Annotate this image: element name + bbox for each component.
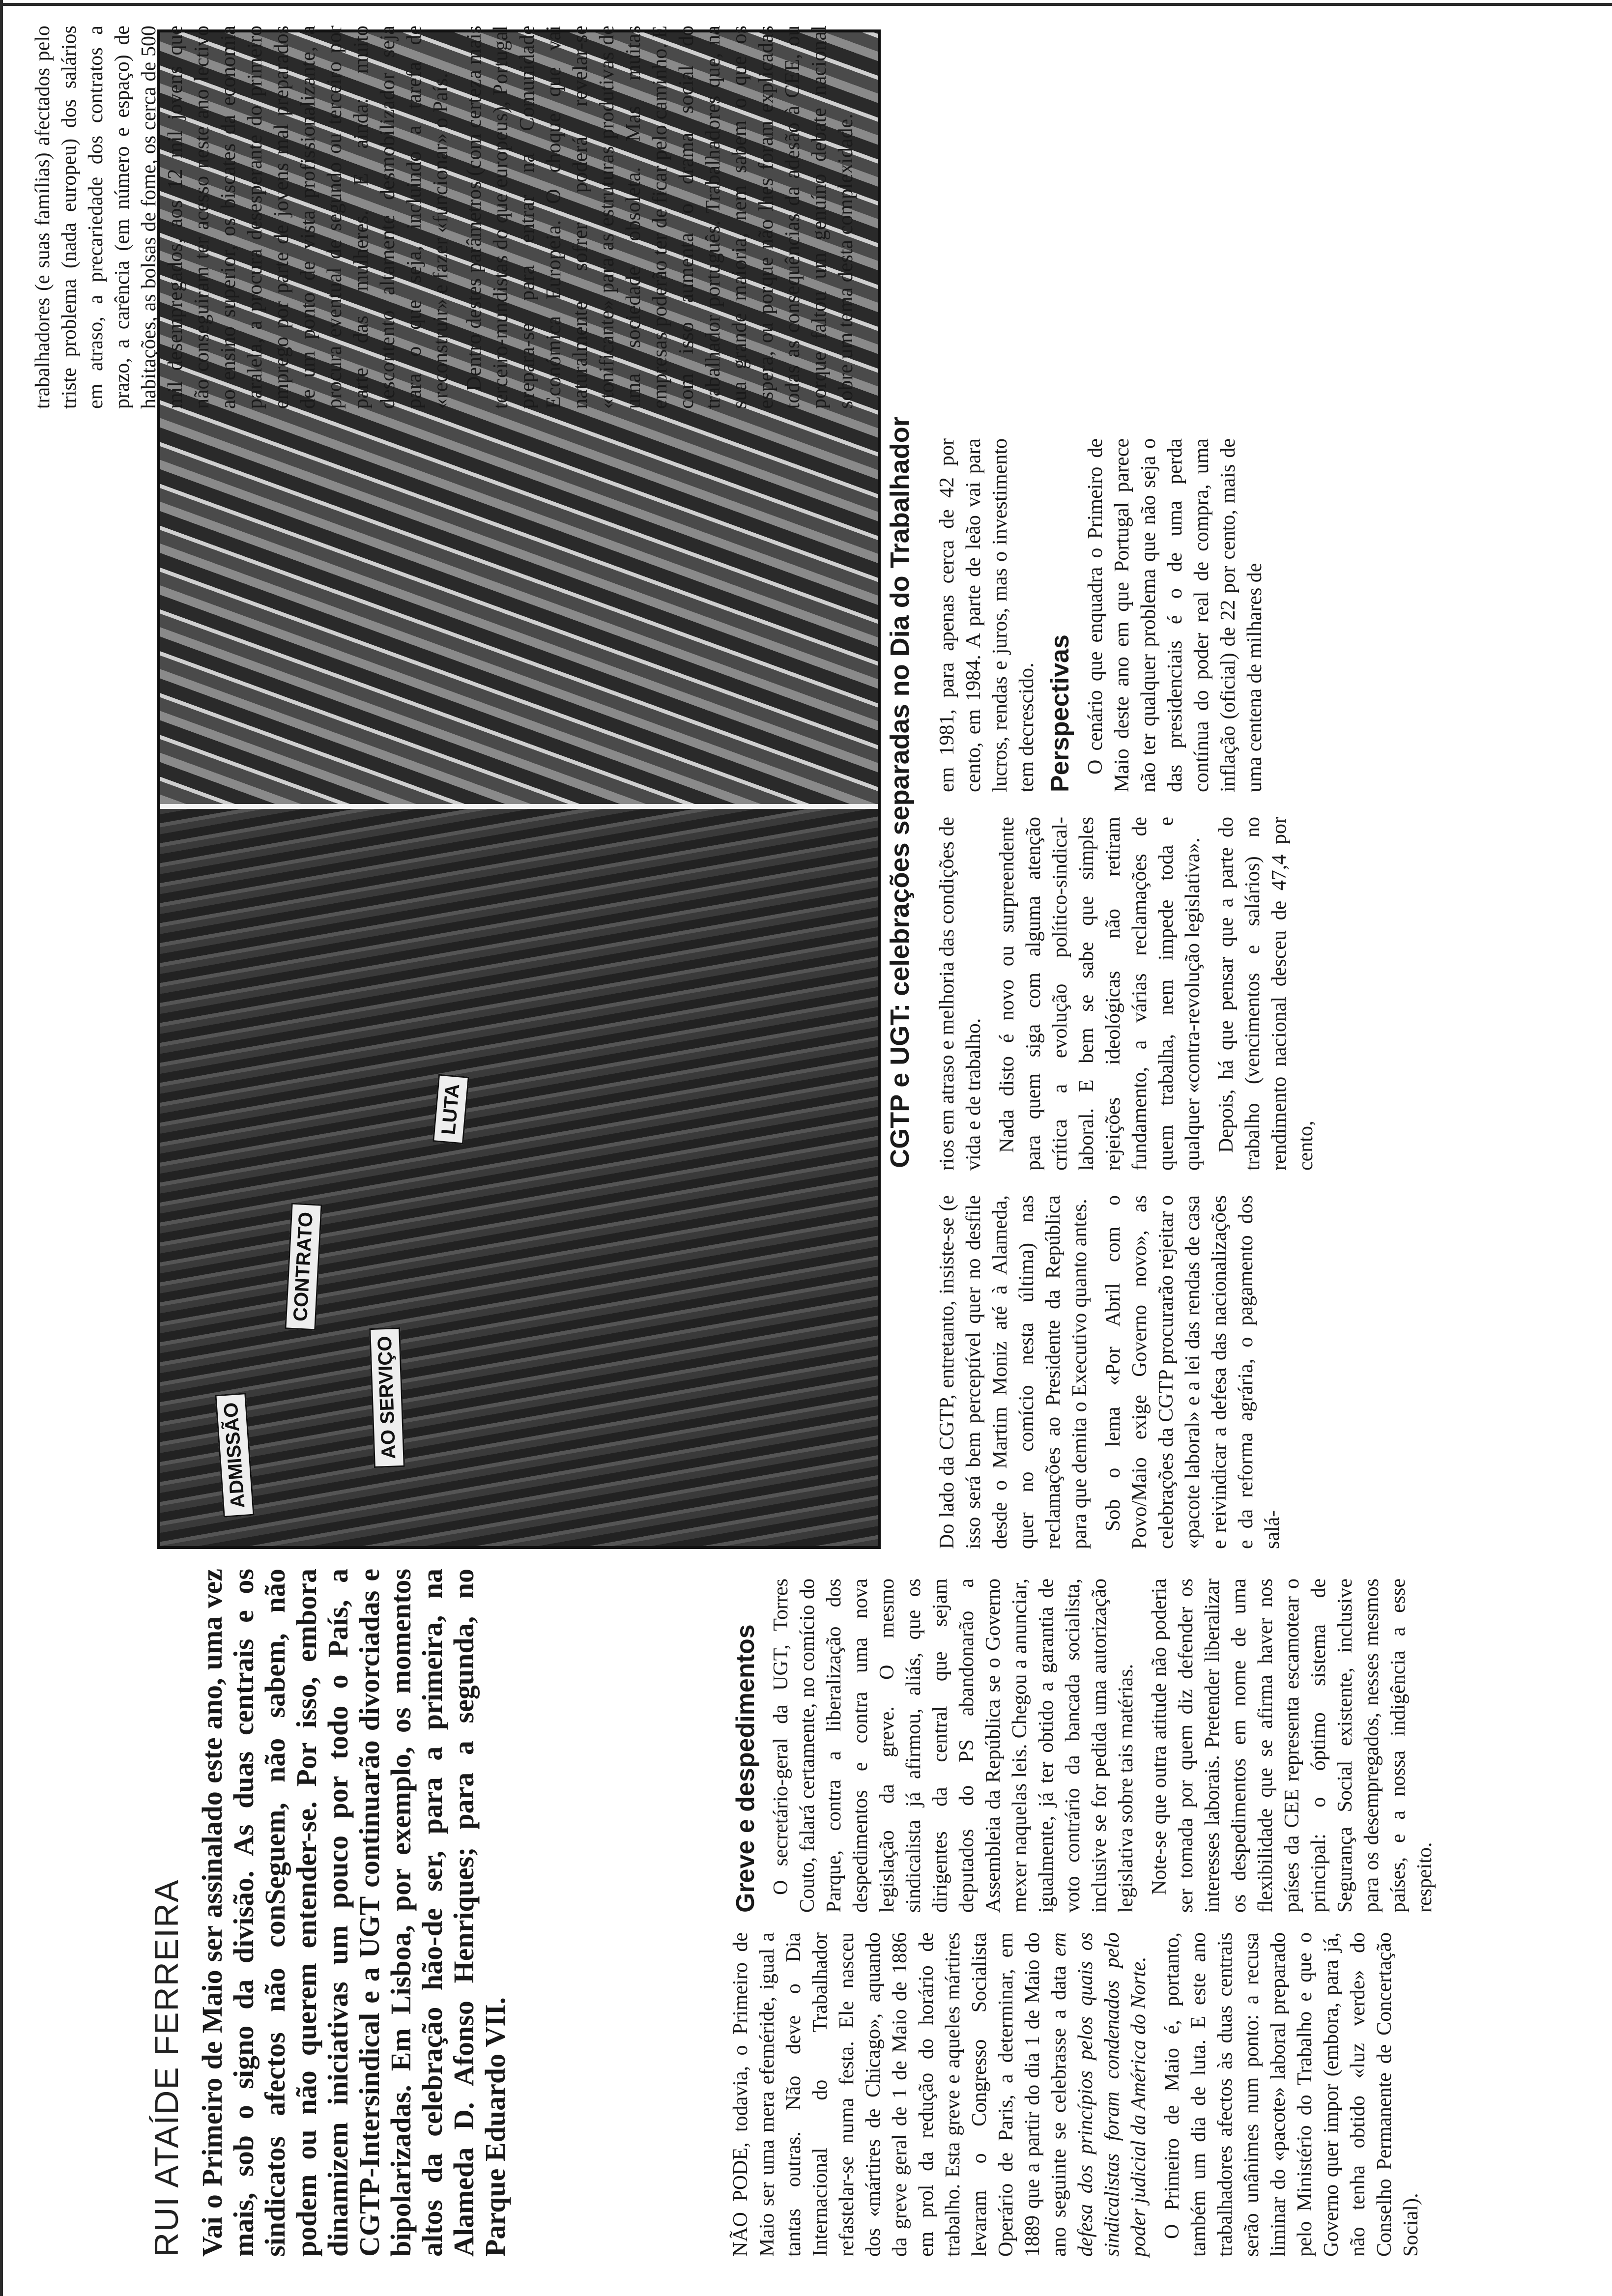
scan-border-right (0, 3, 1612, 6)
photo-caption: CGTP e UGT: celebrações separadas no Dia do Trabalhador (885, 416, 915, 1168)
section-heading-greve: Greve e despedimentos (731, 1624, 760, 1913)
photo-crowd-cgtp (160, 809, 878, 1546)
column-3-paragraph-2: Sob o lema «Por Abril com o Povo/Maio exige Governo novo», as celebrações da CGTP procurarão rejeitar o «pacote laboral» e a lei das rendas de casa e reivindicar a defesa das nacionalizações e da reforma agrária, o pagamento dos salá- (1102, 1195, 1284, 1549)
section-heading-perspectivas: Perspectivas (1046, 634, 1074, 792)
column-4-paragraph-1: rios em atraso e melhoria das condições de vida e de trabalho. (936, 817, 985, 1171)
column-5-paragraph-2: O cenário que enquadra o Primeiro de Maio deste ano em que Portugal parece não ter qualquer problema que não seja o das presidenciais é o de uma perda contínua do poder real de compra, uma inflação (oficial) de 22 por cento, mais de uma centena de milhares de (1084, 438, 1266, 792)
column-2-paragraph-2: Note-se que outra atitude não poderia ser tomada por quem diz defender os interesses laborais. Pretender liberalizar os despedimentos em nome de uma flexibilidade que se afirma haver nos países da CEE representa escamotear o principal: o óptimo sistema de Segurança Social existente, inclusive para os desempregados, nesses mesmos países, e a nossa indigência a esse respeito. (1148, 1578, 1436, 1913)
article-column-2 (727, 1578, 1445, 1913)
column-1-paragraph-1: NÃO PODE, todavia, o Primeiro de Maio ser uma mera efeméride, igual a tantas outras. Não deve o Dia Internacional do Trabalhador refastelar-se numa festa. Ele nasceu dos «mártires de Chicago», aquando da greve geral de 1 de Maio de 1886 em prol da redução do horário de trabalho. Esta greve e aqueles mártires levaram o Congresso Socialista Operário de Paris, a determinar, em 1889 que a partir do dia 1 de Maio do ano seguinte se celebrasse a data (729, 1932, 1070, 2257)
column-6-paragraph-2: Dentro destes parâmetros (com certeza mais terceiro-mundistas do que europeus), Portugal prepara-se para entrar na Comunidade Económica Europeia. O choque que vai naturalmente sofrer poderá revelar-se «tonificante» para as estruturas produtivas de uma sociedade obsoleta. Mas muitas empresas poderão ter de ficar pelo caminho. E com isso aumenta o drama social do trabalhador português. Trabalhadores que, na sua grande maioria, nem sabem o que os espera, ou porque não lhes foram explicadas todas as consequências da adesão à CEE, ou porque faltou um genuíno debate nacional sobre um tema desta complexidade. (463, 26, 857, 409)
column-2-paragraph-1: O secretário-geral da UGT, Torres Couto, falará certamente, no comício do Parque, contra a liberalização dos despedimentos e contra uma nova legislação da greve. O mesmo sindicalista já afirmou, aliás, que os dirigentes da central que sejam deputados do PS abandonarão a Assembleia da República se o Governo mexer naquelas leis. Chegou a anunciar, igualmente, já ter obtido a garantia de voto contrário da bancada socialista, inclusive se for pedida uma autorização legislativa sobre tais matérias. (770, 1578, 1137, 1913)
photo-banner-1: ADMISSÃO (215, 1393, 254, 1518)
photo-banner-3: AO SERVIÇO (369, 1327, 405, 1468)
column-1-paragraph-2: O Primeiro de Maio é, portanto, também um dia de luta. E este ano trabalhadores afectos às duas centrais serão unânimes num ponto: a recusa liminar do «pacote» laboral preparado pelo Ministério do Trabalho e que o Governo quer impor (embora, para já, não tenha obtido «luz verde» do Conselho Permanente de Concertação Social). (1161, 1932, 1422, 2257)
column-5-paragraph-1: em 1981, para apenas cerca de 42 por cento, em 1984. A parte de leão vai para lucros, rendas e juros, mas o investimento tem decrescido. (936, 438, 1038, 792)
article-column-5 (934, 438, 1275, 792)
photo-banner-2: CONTRATO (285, 1203, 322, 1331)
column-4-paragraph-2: Nada disto é novo ou surpreendente para quem siga com alguma atenção crítica a evolução político-sindical-laboral. E bem se sabe que simples rejeições ideológicas não retiram fundamento, a várias reclamações de quem trabalha, nem impede toda e qualquer «contra-revolução legislativa». (996, 817, 1204, 1171)
article-column-1 (727, 1932, 1431, 2257)
article-column-6 (29, 26, 866, 409)
scan-border-top (0, 0, 3, 2296)
article-lead: Vai o Primeiro de Maio ser assinalado este ano, uma vez mais, sob o signo da divisão. As duas centrais e os sindicatos afectos não conSeguem, não sabem, não podem ou não querem entender-se. Por isso, embora dinamizem iniciativas um pouco por todo o País, a CGTP-Intersindical e a UGT continuarão divorciadas e bipolarizadas. Em Lisboa, por exemplo, os momentos altos da celebração hão-de ser, para a primeira, na Alameda D. Afonso Henriques; para a segunda, no Parque Eduardo VII. (196, 1569, 511, 2257)
column-4-paragraph-3: Depois, há que pensar que a parte do trabalho (vencimentos e salários) no rendimento nacional desceu de 47,4 por cento, (1215, 817, 1317, 1171)
article-column-4 (934, 817, 1326, 1171)
column-3-paragraph-1: Do lado da CGTP, entretanto, insiste-se (e isso será bem perceptível quer no desfile desde o Martim Moniz até à Alameda, quer no comício nesta última) nas reclamações ao Presidente da República para que demita o Executivo quanto antes. (936, 1195, 1091, 1549)
article-byline: RUI ATAÍDE FERREIRA (148, 1879, 185, 2257)
column-1-quote: em defesa dos princípios pelos quais os sindicalistas foram condenados pelo poder judicial da América do Norte. (1048, 1932, 1150, 2257)
column-6-paragraph-1: trabalhadores (e suas famílias) afectados pelo triste problema (nada europeu) dos salários em atraso, a precariedade dos contratos a prazo, a carência (em número e espaço) de habitações, as bolsas de fome, os cerca de 500 mil desempregados, aos 12 mil jovens que não conseguiram ter acesso neste ano lectivo ao ensino superior, os biscates da economia paralela, a procura desesperante do primeiro emprego por parte de jovens mal preparados de um ponto de vista profissionalizante, a procura eventual de segundo ou terceiro por parte das mulheres. E ainda: muito descontento altamente desmobilizador seja para o que seja, incluindo a tarefa de «reconstruir» e fazer «funcionar» o País. (31, 26, 452, 409)
article-column-3 (934, 1195, 1293, 1549)
photo-banner-4: LUTA (432, 1074, 469, 1145)
photo-divider (160, 804, 878, 809)
